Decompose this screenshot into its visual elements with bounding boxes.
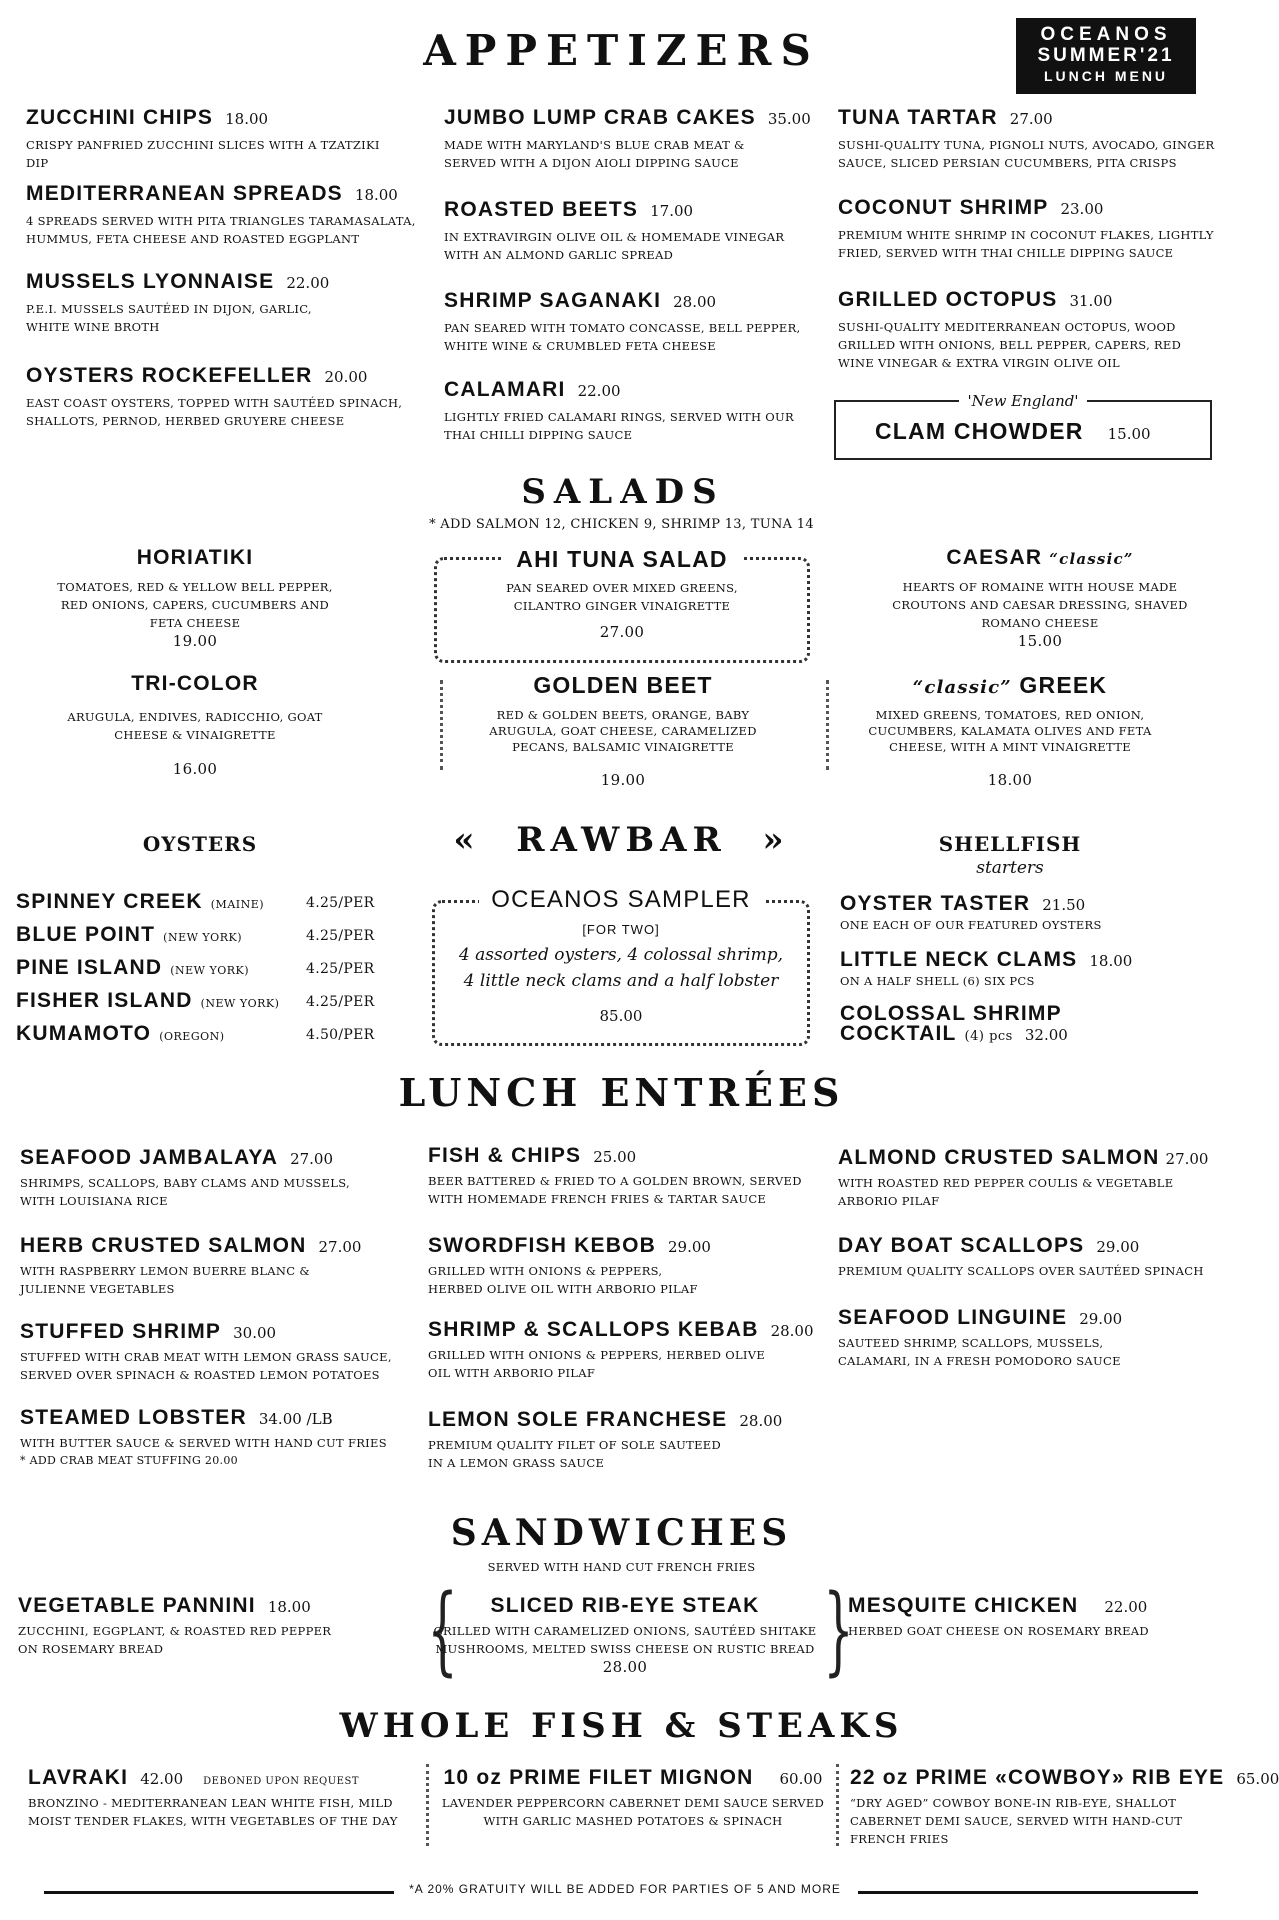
entree-item: [20, 1234, 410, 1298]
item-name: HERB CRUSTED SALMON: [20, 1234, 307, 1257]
item-name: SEAFOOD LINGUINE: [838, 1306, 1068, 1329]
item-price: 27.00: [290, 1150, 334, 1168]
appetizer-item: [26, 106, 406, 172]
item-name: VEGETABLE PANNINI: [18, 1594, 256, 1617]
whole-fish-title: WHOLE FISH & STEAKS: [339, 1706, 904, 1746]
item-price: 21.50: [1042, 896, 1086, 914]
chowder-name-row: [875, 418, 1151, 445]
oyster-row: [16, 956, 386, 989]
left-brace-icon: {: [427, 1574, 458, 1686]
item-desc: IN EXTRAVIRGIN OLIVE OIL & HOMEMADE VINEGAR WITH AN ALMOND GARLIC SPREAD: [444, 230, 785, 262]
item-desc: GRILLED WITH ONIONS & PEPPERS, HERBED OLIVE OIL WITH ARBORIO PILAF: [428, 1264, 698, 1296]
appetizer-item: [444, 378, 814, 444]
item-desc: LAVENDER PEPPERCORN CABERNET DEMI SAUCE SERVED WITH GARLIC MASHED POTATOES & SPINACH: [441, 1796, 825, 1828]
item-desc: STUFFED WITH CRAB MEAT WITH LEMON GRASS SAUCE, SERVED OVER SPINACH & ROASTED LEMON POTATOES: [20, 1350, 392, 1382]
item-name: MESQUITE CHICKEN: [848, 1594, 1079, 1617]
item-price: 17.00: [650, 202, 694, 220]
item-name: JUMBO LUMP CRAB CAKES: [444, 106, 756, 129]
sandwiches-title: SANDWICHES: [450, 1512, 793, 1554]
item-desc: SUSHI-QUALITY MEDITERRANEAN OCTOPUS, WOOD GRILLED WITH ONIONS, BELL PEPPER, CAPERS, RED WINE VINEGAR & EXTRA VIRGIN OLIVE OIL: [838, 320, 1182, 370]
rawbar-title: « RAWBAR »: [453, 820, 790, 860]
entree-item: [428, 1234, 818, 1298]
item-price: 28.00: [673, 293, 717, 311]
sampler-line1: 4 assorted oysters, 4 colossal shrimp,: [458, 945, 784, 965]
item-desc: WITH ROASTED RED PEPPER COULIS & VEGETABLE ARBORIO PILAF: [838, 1176, 1174, 1208]
item-name: OYSTER TASTER: [840, 892, 1031, 915]
item-desc: MADE WITH MARYLAND'S BLUE CRAB MEAT & SERVED WITH A DIJON AIOLI DIPPING SAUCE: [444, 138, 745, 170]
item-price: 18.00: [267, 1598, 311, 1616]
oyster-name: BLUE POINT: [16, 923, 156, 946]
sandwich-item: [18, 1594, 398, 1658]
item-name: SWORDFISH KEBOB: [428, 1234, 656, 1257]
item-price: 34.00 /LB: [258, 1410, 333, 1428]
chowder-price: 15.00: [1107, 425, 1151, 443]
oyster-name: KUMAMOTO: [16, 1022, 152, 1045]
lobster-note: * ADD CRAB MEAT STUFFING 20.00: [20, 1454, 238, 1467]
item-name: LAVRAKI: [28, 1766, 129, 1789]
footer-rule-right: [858, 1891, 1198, 1894]
oyster-price: 4.25/PER: [306, 994, 375, 1010]
oyster-row: [16, 1022, 386, 1055]
badge-line3: LUNCH MENU: [1043, 68, 1169, 84]
entree-item: [20, 1406, 410, 1470]
salad-item: [434, 546, 810, 641]
item-name: SLICED RIB-EYE STEAK: [490, 1594, 760, 1617]
item-name: AHI TUNA SALAD: [502, 546, 741, 572]
salad-item: [456, 672, 790, 789]
whole-fish-divider: [426, 1764, 429, 1846]
item-desc: 4 SPREADS SERVED WITH PITA TRIANGLES TARAMASALATA, HUMMUS, FETA CHEESE AND ROASTED EGGPLANT: [26, 214, 416, 246]
item-name: TUNA TARTAR: [838, 106, 998, 129]
sampler: [432, 886, 810, 1025]
salads-add-note: * ADD SALMON 12, CHICKEN 9, SHRIMP 13, TUNA 14: [429, 517, 814, 532]
oyster-name: PINE ISLAND: [16, 956, 163, 979]
oysters-list: [16, 890, 386, 1055]
item-name: TRI-COLOR: [131, 672, 259, 695]
oyster-price: 4.25/PER: [306, 928, 375, 944]
whole-fish-item: [28, 1766, 418, 1830]
oyster-origin: (NEW YORK): [200, 997, 280, 1010]
appetizer-item: [838, 196, 1218, 262]
item-price: 19.00: [172, 632, 218, 650]
item-name: GRILLED OCTOPUS: [838, 288, 1058, 311]
item-desc: P.E.I. MUSSELS SAUTÉED IN DIJON, GARLIC, WHITE WINE BROTH: [26, 302, 312, 334]
sampler-sub: [FOR TWO]: [582, 922, 660, 937]
item-desc: PREMIUM QUALITY SCALLOPS OVER SAUTÉED SPINACH: [838, 1264, 1204, 1278]
appetizer-item: [26, 182, 416, 248]
entree-item: [428, 1318, 828, 1382]
entree-item: [20, 1146, 410, 1210]
item-price: 27.00: [1165, 1150, 1209, 1168]
item-price: 19.00: [600, 771, 646, 789]
item-name: ZUCCHINI CHIPS: [26, 106, 214, 129]
item-price: 22.00: [1104, 1598, 1148, 1616]
item-price: 29.00: [1096, 1238, 1140, 1256]
item-name: 22 oz PRIME «COWBOY» RIB EYE: [850, 1766, 1225, 1789]
cocktail-price: 32.00: [1024, 1026, 1068, 1044]
item-price: 27.00: [318, 1238, 362, 1256]
item-note: DEBONED UPON REQUEST: [203, 1776, 359, 1787]
item-price: 31.00: [1069, 292, 1113, 310]
item-name: MEDITERRANEAN SPREADS: [26, 182, 343, 205]
item-price: 42.00: [140, 1770, 184, 1788]
item-desc: WITH BUTTER SAUCE & SERVED WITH HAND CUT FRIES: [20, 1436, 387, 1450]
item-name-suffix: “classic”: [1049, 550, 1134, 568]
item-desc: PAN SEARED WITH TOMATO CONCASSE, BELL PEPPER, WHITE WINE & CRUMBLED FETA CHEESE: [444, 321, 801, 353]
item-price: 22.00: [577, 382, 621, 400]
item-name: STEAMED LOBSTER: [20, 1406, 247, 1429]
shellfish-item: [840, 1004, 1220, 1047]
item-name: GOLDEN BEET: [533, 672, 713, 698]
item-desc: TOMATOES, RED & YELLOW BELL PEPPER, RED ONIONS, CAPERS, CUCUMBERS AND FETA CHEESE: [57, 580, 333, 630]
entree-item: [838, 1146, 1238, 1210]
appetizer-item: [26, 270, 336, 336]
item-desc: PREMIUM QUALITY FILET OF SOLE SAUTEED IN A LEMON GRASS SAUCE: [428, 1438, 721, 1470]
item-desc: ONE EACH OF OUR FEATURED OYSTERS: [840, 918, 1102, 932]
salad-item: [30, 546, 360, 650]
item-name: CALAMARI: [444, 378, 566, 401]
item-desc: LIGHTLY FRIED CALAMARI RINGS, SERVED WITH OUR THAI CHILLI DIPPING SAUCE: [444, 410, 794, 442]
item-price: 29.00: [1079, 1310, 1123, 1328]
whole-fish-item: [438, 1766, 828, 1830]
sampler-line2: 4 little neck clams and a half lobster: [463, 971, 779, 991]
entrees-title: LUNCH ENTRÉES: [398, 1070, 845, 1115]
entree-item: [838, 1234, 1238, 1280]
cocktail-line1: COLOSSAL SHRIMP: [840, 1002, 1062, 1025]
sampler-name: OCEANOS SAMPLER: [479, 886, 762, 913]
item-desc: SHRIMPS, SCALLOPS, BABY CLAMS AND MUSSELS, WITH LOUISIANA RICE: [20, 1176, 350, 1208]
item-desc: SAUTEED SHRIMP, SCALLOPS, MUSSELS, CALAMARI, IN A FRESH POMODORO SAUCE: [838, 1336, 1121, 1368]
oyster-price: 4.50/PER: [306, 1027, 375, 1043]
footer-rule-left: [44, 1891, 394, 1894]
item-desc: PAN SEARED OVER MIXED GREENS, CILANTRO GINGER VINAIGRETTE: [506, 581, 738, 613]
shellfish-item: [840, 948, 1220, 990]
chowder-subtitle: 'New England': [834, 392, 1212, 410]
entree-item: [428, 1144, 818, 1208]
item-price: 18.00: [1089, 952, 1133, 970]
item-name: CAESAR: [946, 546, 1043, 569]
item-desc: WITH RASPBERRY LEMON BUERRE BLANC & JULIENNE VEGETABLES: [20, 1264, 310, 1296]
cocktail-qty: (4) pcs: [964, 1029, 1013, 1044]
item-price: 28.00: [770, 1322, 814, 1340]
salad-item: [840, 672, 1180, 789]
item-price: 30.00: [233, 1324, 277, 1342]
item-price: 25.00: [593, 1148, 637, 1166]
badge-line1: OCEANOS: [1040, 24, 1172, 45]
item-price: 60.00: [779, 1770, 823, 1788]
entree-item: [20, 1320, 410, 1384]
entree-item: [428, 1408, 828, 1472]
oyster-origin: (OREGON): [159, 1030, 225, 1043]
item-name: FISH & CHIPS: [428, 1144, 582, 1167]
oyster-price: 4.25/PER: [306, 961, 375, 977]
footer-gratuity-note: *A 20% GRATUITY WILL BE ADDED FOR PARTIES OF 5 AND MORE: [409, 1882, 841, 1896]
appetizer-item: [444, 198, 814, 264]
salad-item: [30, 672, 360, 778]
item-name: SHRIMP & SCALLOPS KEBAB: [428, 1318, 759, 1341]
item-name: SHRIMP SAGANAKI: [444, 289, 662, 312]
sandwich-item: [848, 1594, 1228, 1640]
oyster-origin: (NEW YORK): [163, 931, 242, 944]
oyster-origin: (MAINE): [210, 898, 265, 911]
item-name: 10 oz PRIME FILET MIGNON: [443, 1766, 754, 1789]
salad-divider: [440, 680, 443, 770]
item-desc: PREMIUM WHITE SHRIMP IN COCONUT FLAKES, LIGHTLY FRIED, SERVED WITH THAI CHILLE DIPPING SAUCE: [838, 228, 1214, 260]
item-price: 15.00: [1017, 632, 1063, 650]
appetizers-title: APPETIZERS: [423, 26, 820, 75]
item-desc: ON A HALF SHELL (6) SIX PCS: [840, 974, 1035, 988]
item-name: OYSTERS ROCKEFELLER: [26, 364, 313, 387]
item-price: 20.00: [324, 368, 368, 386]
shellfish-title: SHELLFISH: [938, 832, 1082, 856]
item-desc: HERBED GOAT CHEESE ON ROSEMARY BREAD: [848, 1624, 1149, 1638]
item-desc: ARUGULA, ENDIVES, RADICCHIO, GOAT CHEESE & VINAIGRETTE: [67, 710, 323, 742]
sampler-price: 85.00: [599, 1007, 643, 1025]
oyster-name: SPINNEY CREEK: [16, 890, 203, 913]
oysters-title: OYSTERS: [142, 832, 258, 856]
shellfish-item: [840, 892, 1220, 934]
item-price: 35.00: [767, 110, 811, 128]
oyster-row: [16, 989, 386, 1022]
item-price: 18.00: [987, 771, 1033, 789]
item-name: GREEK: [1019, 672, 1108, 698]
item-name-prefix: “classic”: [912, 677, 1012, 698]
item-price: 16.00: [172, 760, 218, 778]
item-price: 18.00: [225, 110, 269, 128]
item-desc: SUSHI-QUALITY TUNA, PIGNOLI NUTS, AVOCADO, GINGER SAUCE, SLICED PERSIAN CUCUMBERS, PITA CRISPS: [838, 138, 1215, 170]
appetizer-item: [26, 364, 416, 430]
salads-title: SALADS: [521, 472, 725, 512]
oyster-origin: (NEW YORK): [170, 964, 250, 977]
item-name: SEAFOOD JAMBALAYA: [20, 1146, 279, 1169]
item-desc: BEER BATTERED & FRIED TO A GOLDEN BROWN, SERVED WITH HOMEMADE FRENCH FRIES & TARTAR SAUCE: [428, 1174, 802, 1206]
item-desc: GRILLED WITH ONIONS & PEPPERS, HERBED OLIVE OIL WITH ARBORIO PILAF: [428, 1348, 766, 1380]
item-desc: MIXED GREENS, TOMATOES, RED ONION, CUCUMBERS, KALAMATA OLIVES AND FETA CHEESE, WITH A MINT VINAIGRETTE: [868, 708, 1152, 754]
item-name: ROASTED BEETS: [444, 198, 639, 221]
sandwich-item: [430, 1594, 820, 1676]
entree-item: [838, 1306, 1238, 1370]
item-price: 27.00: [1009, 110, 1053, 128]
item-price: 65.00: [1236, 1770, 1279, 1788]
salad-item: [850, 546, 1230, 650]
cocktail-line2: COCKTAIL: [840, 1022, 957, 1045]
whole-fish-item: [850, 1766, 1279, 1848]
item-name: LITTLE NECK CLAMS: [840, 948, 1078, 971]
chowder-name: CLAM CHOWDER: [875, 418, 1084, 444]
item-price: 28.00: [739, 1412, 783, 1430]
item-name: DAY BOAT SCALLOPS: [838, 1234, 1085, 1257]
item-price: 27.00: [599, 623, 645, 641]
oyster-row: [16, 923, 386, 956]
badge-line2: SUMMER'21: [1037, 45, 1175, 66]
item-desc: RED & GOLDEN BEETS, ORANGE, BABY ARUGULA, GOAT CHEESE, CARAMELIZED PECANS, BALSAMIC VINAIGRETTE: [489, 708, 757, 754]
item-desc: BRONZINO - MEDITERRANEAN LEAN WHITE FISH, MILD MOIST TENDER FLAKES, WITH VEGETABLES OF THE DAY: [28, 1796, 398, 1828]
item-name: STUFFED SHRIMP: [20, 1320, 222, 1343]
oyster-name: FISHER ISLAND: [16, 989, 193, 1012]
item-desc: CRISPY PANFRIED ZUCCHINI SLICES WITH A TZATZIKI DIP: [26, 138, 380, 170]
item-desc: HEARTS OF ROMAINE WITH HOUSE MADE CROUTONS AND CAESAR DRESSING, SHAVED ROMANO CHEESE: [892, 580, 1188, 630]
whole-fish-divider: [836, 1764, 839, 1846]
sandwiches-subtitle: SERVED WITH HAND CUT FRENCH FRIES: [487, 1560, 756, 1574]
item-price: 23.00: [1060, 200, 1104, 218]
item-name: COCONUT SHRIMP: [838, 196, 1049, 219]
item-price: 29.00: [668, 1238, 711, 1256]
appetizer-item: [838, 106, 1218, 172]
item-price: 28.00: [602, 1658, 648, 1676]
shellfish-subtitle: starters: [976, 858, 1044, 878]
appetizer-item: [444, 289, 824, 355]
item-desc: “DRY AGED” COWBOY BONE-IN RIB-EYE, SHALLOT CABERNET DEMI SAUCE, SERVED WITH HAND-CUT FRENCH FRIES: [850, 1796, 1183, 1846]
item-desc: ZUCCHINI, EGGPLANT, & ROASTED RED PEPPER ON ROSEMARY BREAD: [18, 1624, 332, 1656]
item-price: 22.00: [286, 274, 330, 292]
item-name: ALMOND CRUSTED SALMON: [838, 1146, 1160, 1169]
item-name: MUSSELS LYONNAISE: [26, 270, 275, 293]
item-price: 18.00: [354, 186, 398, 204]
right-brace-icon: }: [823, 1574, 854, 1686]
item-name: HORIATIKI: [136, 546, 254, 569]
salad-divider: [826, 680, 829, 770]
item-desc: GRILLED WITH CARAMELIZED ONIONS, SAUTÉED SHITAKE MUSHROOMS, MELTED SWISS CHEESE ON RUSTIC BREAD: [433, 1624, 817, 1656]
item-name: LEMON SOLE FRANCHESE: [428, 1408, 728, 1431]
oyster-price: 4.25/PER: [306, 895, 375, 911]
oyster-row: [16, 890, 386, 923]
item-desc: EAST COAST OYSTERS, TOPPED WITH SAUTÉED SPINACH, SHALLOTS, PERNOD, HERBED GRUYERE CHEESE: [26, 396, 403, 428]
appetizer-item: [444, 106, 824, 172]
appetizer-item: [838, 288, 1218, 372]
